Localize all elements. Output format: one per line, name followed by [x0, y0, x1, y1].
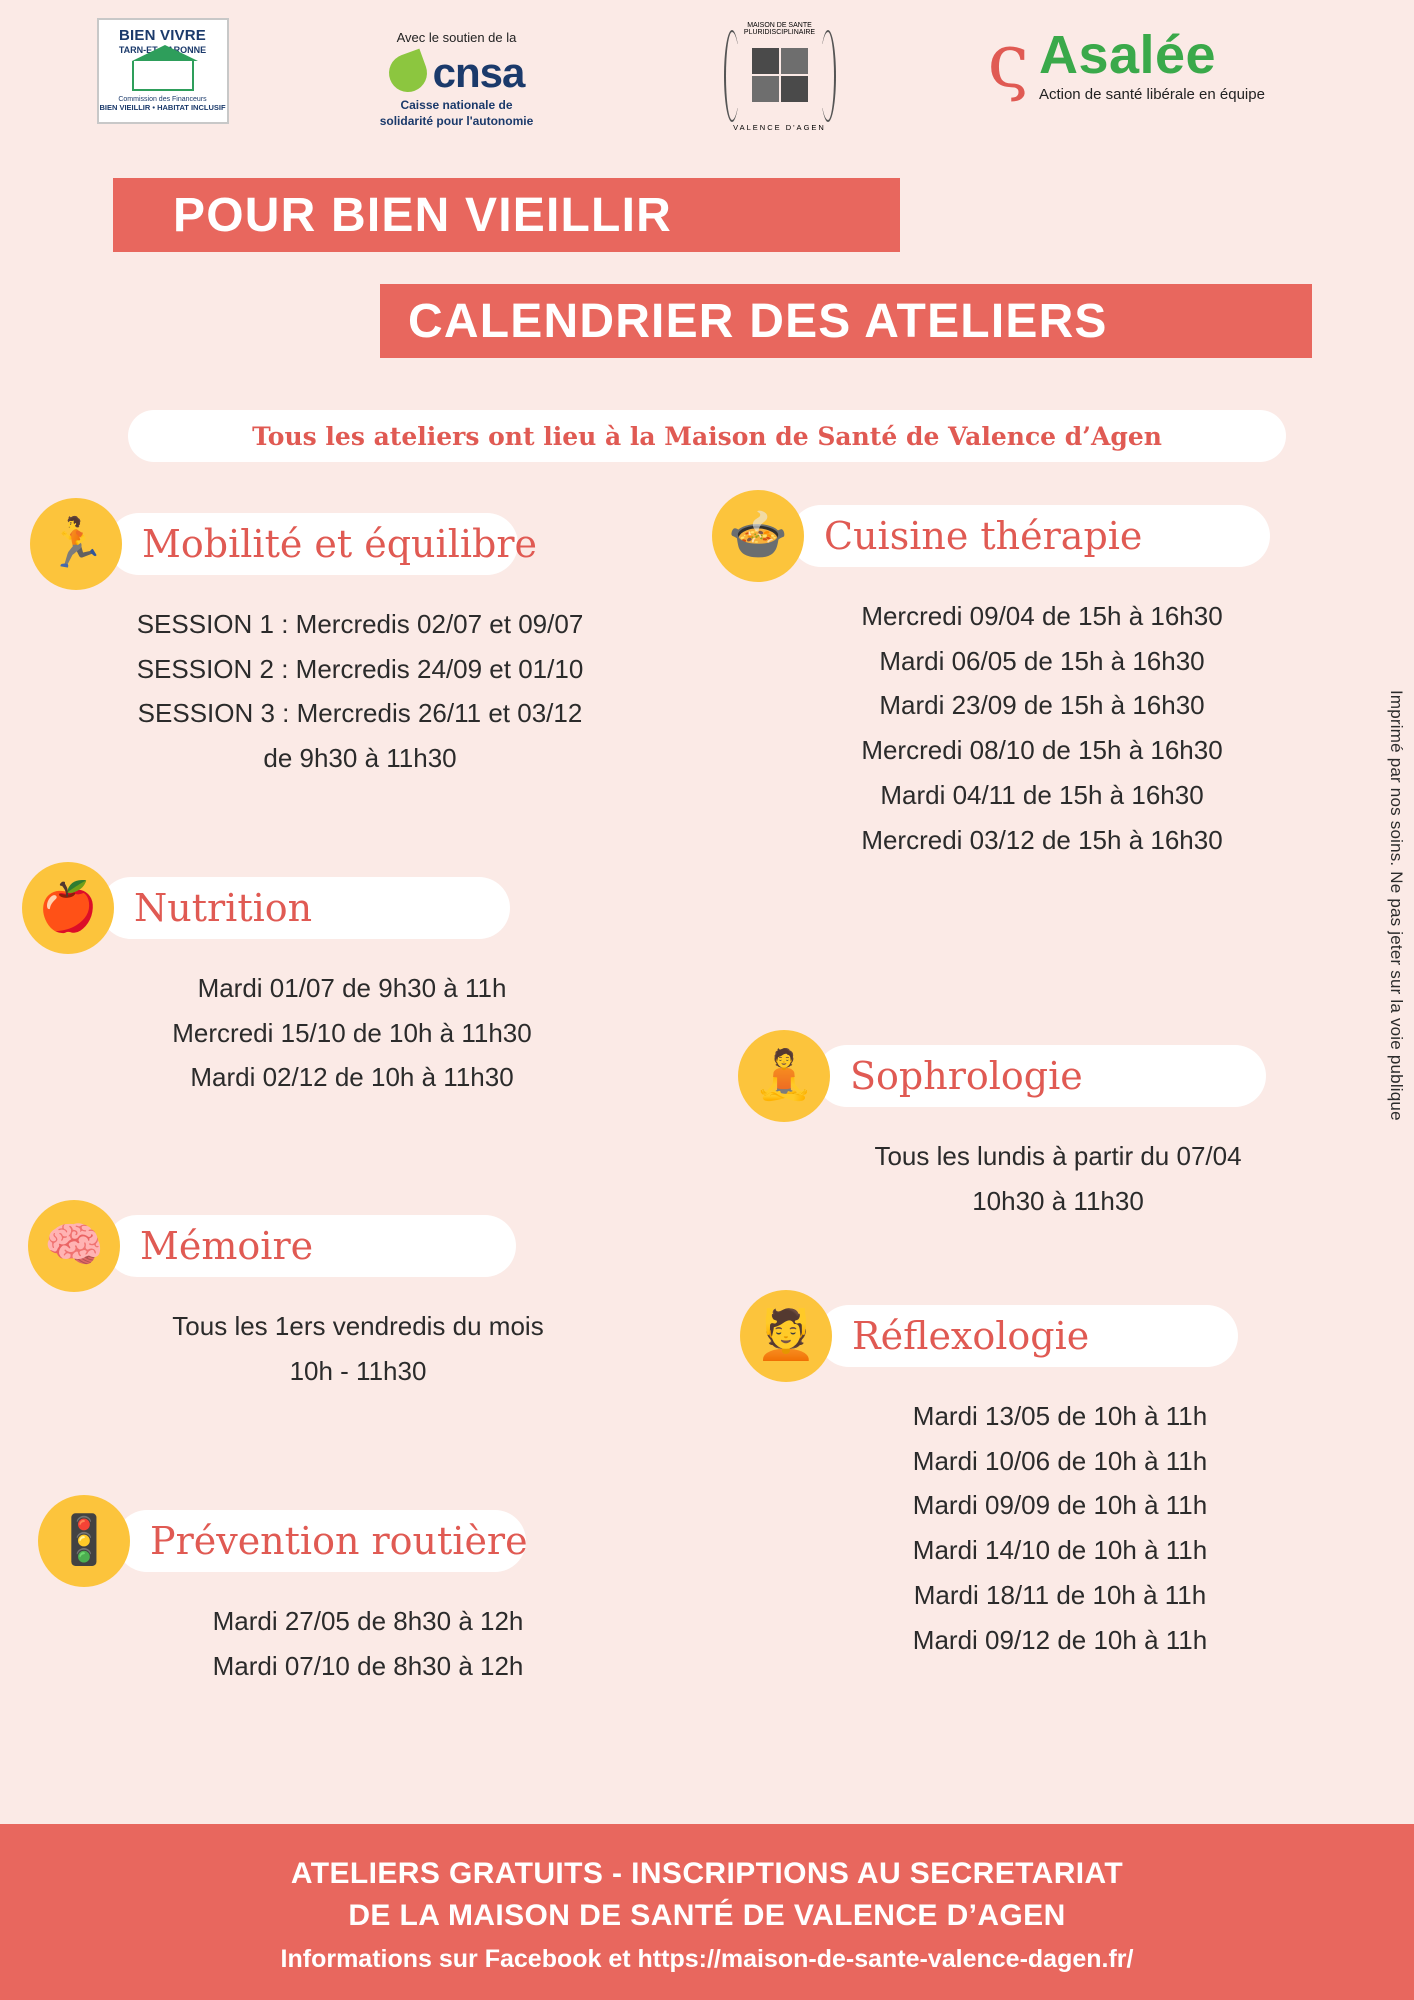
section-title-cuisine: Cuisine thérapie — [824, 514, 1143, 558]
schedule-line: SESSION 3 : Mercredis 26/11 et 03/12 — [137, 698, 583, 729]
footer-line2: DE LA MAISON DE SANTÉ DE VALENCE D’AGEN — [348, 1898, 1066, 1932]
traffic-light-icon: 🚦 — [38, 1495, 130, 1587]
asalee-wordmark: Asalée — [1038, 25, 1217, 85]
section-lines-reflexologie — [740, 1394, 1380, 1662]
section-nutrition — [22, 862, 682, 1100]
schedule-line: SESSION 2 : Mercredis 24/09 et 01/10 — [136, 653, 584, 684]
logo-asalee — [988, 18, 1318, 103]
schedule-line: Mardi 06/05 de 15h à 16h30 — [879, 645, 1205, 676]
schedule-line: Mardi 14/10 de 10h à 11h — [912, 1535, 1208, 1566]
msp-arc-left-icon — [724, 30, 740, 122]
footer-line1: ATELIERS GRATUITS - INSCRIPTIONS AU SECRETARIAT — [290, 1856, 1124, 1890]
section-cuisine-therapie — [712, 490, 1372, 862]
schedule-line: Mardi 02/12 de 10h à 11h30 — [190, 1062, 514, 1093]
section-title-nutrition: Nutrition — [134, 886, 313, 930]
house-icon — [132, 61, 194, 91]
section-title-prevention: Prévention routière — [150, 1519, 528, 1563]
page-title-line1: POUR BIEN VIEILLIR — [173, 188, 672, 242]
msp-arc-right-icon — [820, 30, 836, 122]
schedule-line: Tous les lundis à partir du 07/04 — [874, 1141, 1242, 1171]
puzzle-icon — [752, 48, 808, 102]
cnsa-support-text: Avec le soutien de la — [396, 30, 517, 45]
schedule-line: Mercredi 15/10 de 10h à 11h30 — [172, 1017, 532, 1048]
subtitle-text: Tous les ateliers ont lieu à la Maison de Santé de Valence d’Agen — [252, 421, 1162, 451]
msp-arc-top-text: MAISON DE SANTE PLURIDISCIPLINAIRE — [743, 22, 816, 36]
section-lines-memoire — [28, 1304, 688, 1393]
title-banner-line2 — [380, 284, 1312, 358]
section-title-memoire: Mémoire — [140, 1224, 314, 1268]
asalee-tagline: Action de santé libérale en équipe — [1038, 86, 1265, 103]
apple-muscle-icon: 🍎 — [22, 862, 114, 954]
schedule-line: Mercredi 08/10 de 15h à 16h30 — [861, 735, 1223, 766]
schedule-line: Mercredi 09/04 de 15h à 16h30 — [861, 601, 1223, 631]
schedule-line: SESSION 1 : Mercredis 02/07 et 09/07 — [136, 609, 584, 639]
page-title-line2: CALENDRIER DES ATELIERS — [408, 294, 1108, 348]
logo-bien-vivre — [97, 18, 229, 124]
meditation-icon: 🧘 — [738, 1030, 830, 1122]
schedule-line: Mercredi 03/12 de 15h à 16h30 — [861, 824, 1223, 855]
bien-vivre-footer-line2: BIEN VIEILLIR • HABITAT INCLUSIF — [99, 102, 226, 112]
schedule-line: Mardi 23/09 de 15h à 16h30 — [879, 690, 1205, 721]
footer-line3: Informations sur Facebook et https://maison-de-sante-valence-dagen.fr/ — [280, 1944, 1134, 1973]
section-title-sophrologie: Sophrologie — [850, 1054, 1083, 1098]
logo-cnsa — [342, 18, 572, 129]
brain-idea-icon: 🧠 — [28, 1200, 120, 1292]
face-massage-icon: 💆 — [740, 1290, 832, 1382]
cnsa-sub-line1: Caisse nationale de — [400, 98, 513, 112]
bien-vivre-footer-line1: Commission des Financeurs — [118, 95, 207, 103]
footer-banner — [0, 1824, 1414, 2000]
section-title-mobilite: Mobilité et équilibre — [142, 522, 537, 566]
logo-msp — [685, 18, 875, 134]
schedule-line: 10h30 à 11h30 — [972, 1185, 1144, 1216]
logo-bar — [0, 18, 1414, 148]
section-lines-cuisine — [712, 594, 1372, 862]
cooking-pot-icon: 🍲 — [712, 490, 804, 582]
bien-vivre-subtitle: TARN-ET-GARONNE — [118, 44, 207, 55]
section-lines-prevention — [38, 1599, 698, 1688]
section-reflexologie — [740, 1290, 1380, 1662]
schedule-line: Mardi 13/05 de 10h à 11h — [912, 1401, 1208, 1431]
section-lines-nutrition — [22, 966, 682, 1100]
running-person-icon: 🏃 — [30, 498, 122, 590]
section-title-reflexologie: Réflexologie — [852, 1314, 1090, 1358]
schedule-line: Mardi 07/10 de 8h30 à 12h — [212, 1650, 524, 1681]
msp-arc-bottom-text: VALENCE D'AGEN — [733, 123, 826, 132]
cnsa-sub-line2: solidarité pour l'autonomie — [379, 113, 534, 128]
schedule-line: Tous les 1ers vendredis du mois — [172, 1311, 544, 1341]
title-banner-line1 — [113, 178, 900, 252]
section-prevention-routiere — [38, 1495, 698, 1688]
section-memoire — [28, 1200, 688, 1393]
cnsa-wordmark: cnsa — [432, 49, 525, 96]
schedule-line: Mardi 09/09 de 10h à 11h — [912, 1490, 1208, 1521]
section-mobilite — [30, 498, 690, 781]
schedule-line: Mardi 18/11 de 10h à 11h — [913, 1579, 1207, 1610]
subtitle-pill — [128, 410, 1286, 462]
section-lines-sophrologie — [738, 1134, 1378, 1223]
leaf-icon — [383, 49, 432, 98]
schedule-line: Mardi 01/07 de 9h30 à 11h — [197, 973, 507, 1003]
schedule-line: 10h - 11h30 — [289, 1355, 427, 1386]
section-sophrologie — [738, 1030, 1378, 1223]
schedule-line: Mardi 09/12 de 10h à 11h — [912, 1624, 1208, 1655]
schedule-line: de 9h30 à 11h30 — [263, 743, 457, 774]
schedule-line: Mardi 10/06 de 10h à 11h — [912, 1445, 1208, 1476]
bien-vivre-title: BIEN VIVRE — [118, 27, 207, 44]
schedule-line: Mardi 04/11 de 15h à 16h30 — [880, 779, 1204, 810]
section-lines-mobilite — [30, 602, 690, 781]
asalee-mark-icon: ς — [987, 18, 1029, 105]
print-notice: Imprimé par nos soins. Ne pas jeter sur la voie publique — [1387, 690, 1406, 1121]
schedule-line: Mardi 27/05 de 8h30 à 12h — [212, 1606, 524, 1636]
